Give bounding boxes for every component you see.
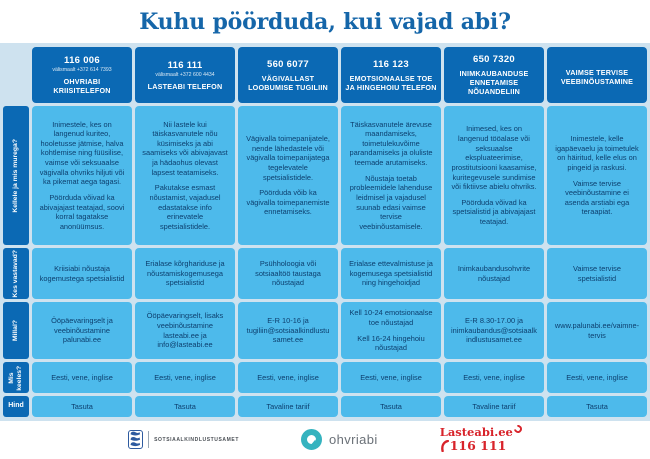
- ohvriabi-wordmark: ohvriabi: [329, 432, 378, 447]
- cell-when: www.palunabi.ee/vaimne-tervis: [547, 302, 647, 359]
- service-name: VÄGIVALLAST LOOBUMISE TUGILIIN: [248, 73, 328, 92]
- column-header-emotsionaalse-toe-telefon: [341, 47, 441, 103]
- column-header-vagivallast-loobumise-tugiliin: [238, 47, 338, 103]
- column-header-inimkaubanduse-nouandeliin: [444, 47, 544, 103]
- logo-divider: [148, 431, 149, 448]
- table-corner-spacer: [3, 47, 29, 103]
- help-table: [0, 43, 650, 421]
- service-name: LASTEABI TELEFON: [147, 81, 223, 91]
- cell-who: Inimestele, kes on langenud kuriteo, hooletusse jätmise, halva kohtlemise ning füüsilise, vaimse või seksuaalse vägivalla ohvriks hiljuti või ka pikemat aega tagasi. Pöörduda võivad ka abivajajast teatajad, soovi korral tagatakse anonüümsus.: [32, 106, 132, 245]
- ohvriabi-ring-icon: [301, 429, 322, 450]
- cell-language: Eesti, vene, inglise: [444, 362, 544, 393]
- row-label-answerers: Kes vastavad?: [3, 248, 29, 299]
- row-label-language: Mis keeles?: [3, 362, 29, 393]
- service-name: OHVRIABI KRIISITELEFON: [53, 77, 111, 95]
- foreign-number: välismaalt +372 614 7393: [52, 67, 112, 73]
- column-header-ohvriabi-kriisitelefon: [32, 47, 132, 103]
- cell-language: Eesti, vene, inglise: [547, 362, 647, 393]
- cell-price: Tasuta: [32, 396, 132, 417]
- ohvriabi-logo: [301, 429, 378, 450]
- lasteabi-swirl-icon: [512, 423, 523, 434]
- cell-answerers: Vaimse tervise spetsialistid: [547, 248, 647, 299]
- phone-number: 560 6077: [266, 58, 310, 70]
- estonia-coat-of-arms-icon: [128, 430, 143, 449]
- cell-when: Ööpäevaringselt ja veebinõustamine palunabi.ee: [32, 302, 132, 359]
- cell-language: Eesti, vene, inglise: [135, 362, 235, 393]
- cell-price: Tasuta: [547, 396, 647, 417]
- cell-answerers: Psühholoogia või sotsiaaltöö taustaga nõustajad: [238, 248, 338, 299]
- cell-language: Eesti, vene, inglise: [238, 362, 338, 393]
- cell-price: Tavaline tariif: [238, 396, 338, 417]
- lasteabi-number: 116 111: [449, 437, 507, 453]
- cell-price: Tavaline tariif: [444, 396, 544, 417]
- phone-number: 650 7320: [472, 54, 516, 65]
- lasteabi-logo: [440, 427, 522, 452]
- cell-who: Täiskasvanutele ärevuse maandamiseks, toimetulekuvõime parandamiseks ja oluliste teemade arutamiseks. Nõustaja toetab probleemidele lahenduse leidmisel ja vajadusel suunab edasi vaimse tervise veebinõustamisele.: [341, 106, 441, 245]
- agency-name: SOTSIAALKINDLUSTUSAMET: [154, 436, 239, 443]
- row-label-when: Millal?: [3, 302, 29, 359]
- foreign-number: välismaalt +372 600 4434: [155, 71, 215, 78]
- phone-number: 116 123: [373, 58, 409, 70]
- cell-when: Ööpäevaringselt, lisaks veebinõustamine lasteabi.ee ja info@lasteabi.ee: [135, 302, 235, 359]
- row-label-who: Kellele ja mis murega?: [3, 106, 29, 245]
- column-header-lasteabi-telefon: [135, 47, 235, 103]
- cell-who: Inimesed, kes on langenud tööalase või seksuaalse ekspluateerimise, prostitutsiooni kaasamise, kuritegevusele sundimise või fiktiivse abielu ohvriks. Pöörduda võivad ka spetsialistid ja abivajajast teatajad.: [444, 106, 544, 245]
- lasteabi-wordmark: Lasteabi.ee: [439, 425, 513, 439]
- service-name: VAIMSE TERVISE VEEBINÕUSTAMINE: [560, 68, 634, 86]
- cell-when: Kell 10-24 emotsionaalse toe nõustajad Kell 16-24 hingehoiu nõustajad: [341, 302, 441, 359]
- phone-receiver-icon: [440, 440, 449, 452]
- row-label-price: Hind: [3, 396, 29, 417]
- cell-answerers: Erialase kõrghariduse ja nõustamiskogemusega spetsialistid: [135, 248, 235, 299]
- phone-number: 116 111: [167, 59, 203, 71]
- cell-answerers: Kriisiabi nõustaja kogemustega spetsialistid: [32, 248, 132, 299]
- cell-who: Vägivalla toimepanijatele, nende lähedastele või vägivalla toimepanijatega tegelevatele spetsialistidele. Pöörduda võib ka vägivalla toimepanemiste ennetamiseks.: [238, 106, 338, 245]
- cell-who: Inimestele, kelle igapäevaelu ja toimetulek on häiritud, kelle elus on pingeid ja raskusi. Vaimse tervise veebinõustamine ei asenda arstiabi ega teraapiat.: [547, 106, 647, 245]
- cell-price: Tasuta: [341, 396, 441, 417]
- phone-number: 116 006: [64, 55, 100, 66]
- cell-when: E-R 10-16 ja tugiliin@sotsiaalkindlustusamet.ee: [238, 302, 338, 359]
- page-title: Kuhu pöörduda, kui vajad abi?: [139, 9, 511, 35]
- service-name: EMOTSIONAALSE TOE JA HINGEHOIU TELEFON: [345, 73, 437, 92]
- column-header-vaimse-tervise-veebinoustamine: [547, 47, 647, 103]
- footer: [0, 421, 650, 458]
- cell-price: Tasuta: [135, 396, 235, 417]
- cell-answerers: Inimkaubandusohvrite nõustajad: [444, 248, 544, 299]
- cell-when: E-R 8.30-17.00 ja inimkaubandus@sotsiaalkindlustusamet.ee: [444, 302, 544, 359]
- sotsiaalkindlustusamet-logo: [128, 430, 239, 449]
- cell-language: Eesti, vene, inglise: [341, 362, 441, 393]
- cell-answerers: Erialase ettevalmistuse ja kogemusega spetsialistid ning hingehoidjad: [341, 248, 441, 299]
- service-name: INIMKAUBANDUSE ENNETAMISE NÕUANDELIIN: [459, 69, 529, 96]
- cell-who: Nii lastele kui täiskasvanutele nõu küsimiseks ja abi saamiseks või abivajavast ja hädaohus olevast lapsest teatamiseks. Pakutakse esmast nõustamist, vajadusel edastatakse info erinevatele spetsialistidele.: [135, 106, 235, 245]
- cell-language: Eesti, vene, inglise: [32, 362, 132, 393]
